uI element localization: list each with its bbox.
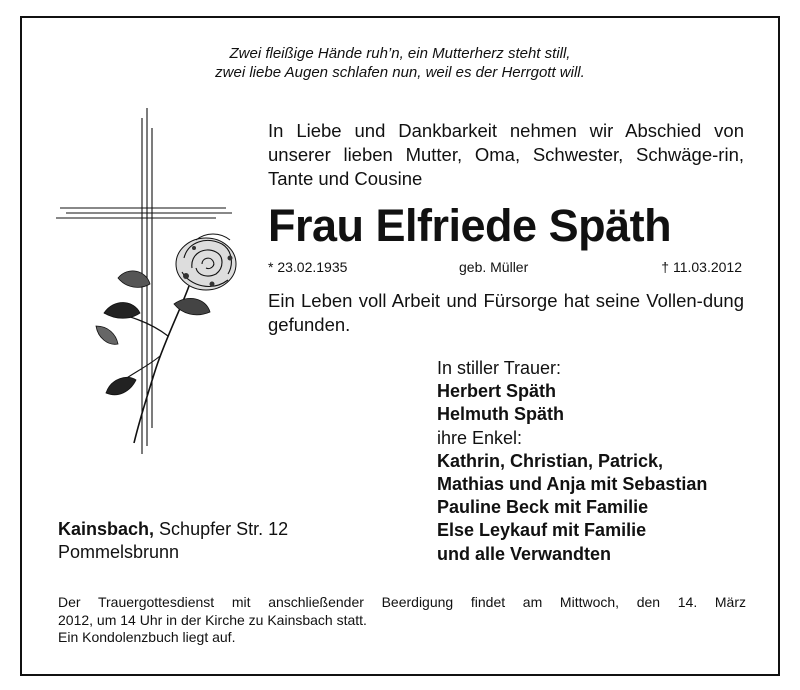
- service-line-2: 2012, um 14 Uhr in der Kirche zu Kainsbach statt.: [58, 611, 367, 628]
- mourners-label: In stiller Trauer:: [437, 358, 562, 378]
- mourners-list: [437, 357, 707, 566]
- son-name: Helmuth Späth: [437, 404, 565, 425]
- deceased-name: Frau Elfriede Späth: [268, 200, 672, 251]
- intro-text: In Liebe und Dankbarkeit nehmen wir Abschied von unserer lieben Mutter, Oma, Schwester, Schwäge-rin, Tante und Cousine: [268, 120, 744, 189]
- son-name: Herbert Späth: [437, 381, 557, 402]
- verse-line-1: Zwei fleißige Hände ruh’n, ein Mutterherz steht still,: [229, 45, 571, 62]
- address-line-2: Pommelsbrunn: [58, 542, 180, 563]
- address-place: Kainsbach,: [58, 519, 155, 539]
- funeral-service-info: [58, 594, 746, 647]
- grandchildren-line: Else Leykauf mit Familie: [437, 520, 647, 541]
- address-line-1: [58, 518, 288, 541]
- memorial-verse: [0, 44, 800, 82]
- grandchildren-line: Pauline Beck mit Familie: [437, 497, 649, 518]
- grandchildren-label: ihre Enkel:: [437, 427, 523, 448]
- address-street: Schupfer Str. 12: [159, 519, 289, 539]
- grandchildren-line: Mathias und Anja mit Sebastian: [437, 474, 708, 495]
- life-summary: Ein Leben voll Arbeit und Fürsorge hat seine Vollen-dung gefunden.: [268, 290, 744, 335]
- service-line-1: Der Trauergottesdienst mit anschließender Beerdigung findet am Mittwoch, den 14. März: [58, 594, 746, 610]
- service-line-3: Ein Kondolenzbuch liegt auf.: [58, 629, 236, 645]
- cross-with-rose-icon: [56, 108, 256, 458]
- verse-line-2: zwei liebe Augen schlafen nun, weil es der Herrgott will.: [215, 64, 585, 81]
- grandchildren-line: Kathrin, Christian, Patrick,: [437, 450, 664, 471]
- death-date: † 11.03.2012: [661, 259, 742, 275]
- birth-date: * 23.02.1935: [268, 259, 348, 275]
- grandchildren-line: und alle Verwandten: [437, 543, 612, 564]
- family-address: [58, 518, 288, 564]
- maiden-name: geb. Müller: [459, 259, 529, 275]
